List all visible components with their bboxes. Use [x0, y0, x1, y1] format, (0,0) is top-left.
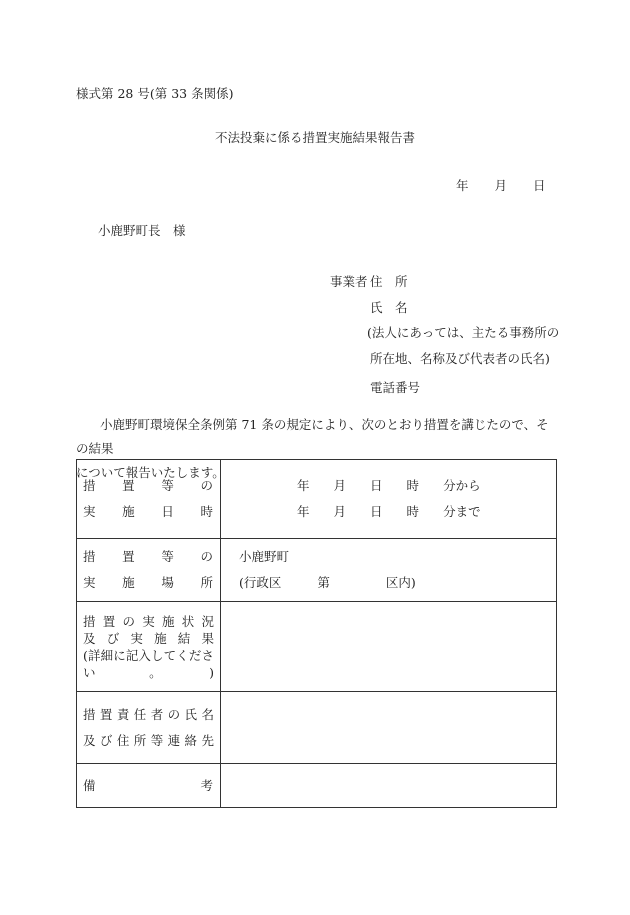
district-line: (行政区 第 区内) [239, 575, 416, 590]
location-label-cell [77, 539, 221, 602]
sender-block [330, 269, 559, 401]
date-day-label: 日 [533, 178, 546, 193]
datetime-value-cell[interactable] [221, 460, 557, 539]
label-line: 及び住所等連絡先 [83, 732, 214, 748]
label-line: 備 考 [83, 777, 213, 793]
label-line: 及び実施結果 [83, 630, 214, 646]
contact-value-cell[interactable] [221, 692, 557, 764]
report-table [76, 459, 557, 808]
datetime-label-cell [77, 460, 221, 539]
town-name: 小鹿野町 [239, 549, 290, 564]
remarks-label-cell [77, 764, 221, 808]
label-line: 措置の実施状況 [83, 613, 214, 629]
corporate-note-line2: 所在地、名称及び代表者の氏名) [370, 350, 550, 366]
table-row [77, 460, 557, 539]
corporate-note-line1: (法人にあっては、主たる事務所の [367, 325, 560, 340]
end-datetime: 年 月 日 時 分まで [297, 504, 481, 519]
label-line: い。) [83, 664, 214, 680]
addressee: 小鹿野町長 様 [98, 223, 186, 238]
label-line: (詳細に記入してくださ [83, 647, 214, 663]
date-year-label: 年 [456, 178, 469, 193]
page-title: 不法投棄に係る措置実施結果報告書 [214, 130, 415, 145]
remarks-value-cell[interactable] [221, 764, 557, 808]
label-line: 措 置 等 の [83, 478, 213, 493]
name-label: 氏 名 [370, 299, 408, 315]
statement-line1: 小鹿野町環境保全条例第 71 条の規定により、次のとおり措置を講じたので、その結果 [76, 417, 549, 456]
table-row [77, 692, 557, 764]
phone-label: 電話番号 [370, 380, 421, 395]
address-label: 住 所 [370, 274, 408, 289]
label-line: 実 施 日 時 [83, 504, 213, 519]
date-line [456, 176, 546, 194]
table-row [77, 764, 557, 808]
date-month-label: 月 [494, 178, 508, 193]
table-row [77, 539, 557, 602]
form-number: 様式第 28 号(第 33 条関係) [76, 86, 234, 101]
location-value-cell[interactable] [221, 539, 557, 602]
business-label: 事業者 [330, 274, 368, 289]
start-datetime: 年 月 日 時 分から [297, 478, 481, 493]
label-line: 実 施 場 所 [83, 575, 213, 590]
label-line: 措 置 等 の [83, 549, 213, 564]
status-label-cell [77, 602, 221, 692]
statement-line2: について報告いたします。 [76, 465, 225, 480]
status-value-cell[interactable] [221, 602, 557, 692]
table-row [77, 602, 557, 692]
contact-label-cell [77, 692, 221, 764]
label-line: 措置責任者の氏名 [83, 706, 214, 722]
